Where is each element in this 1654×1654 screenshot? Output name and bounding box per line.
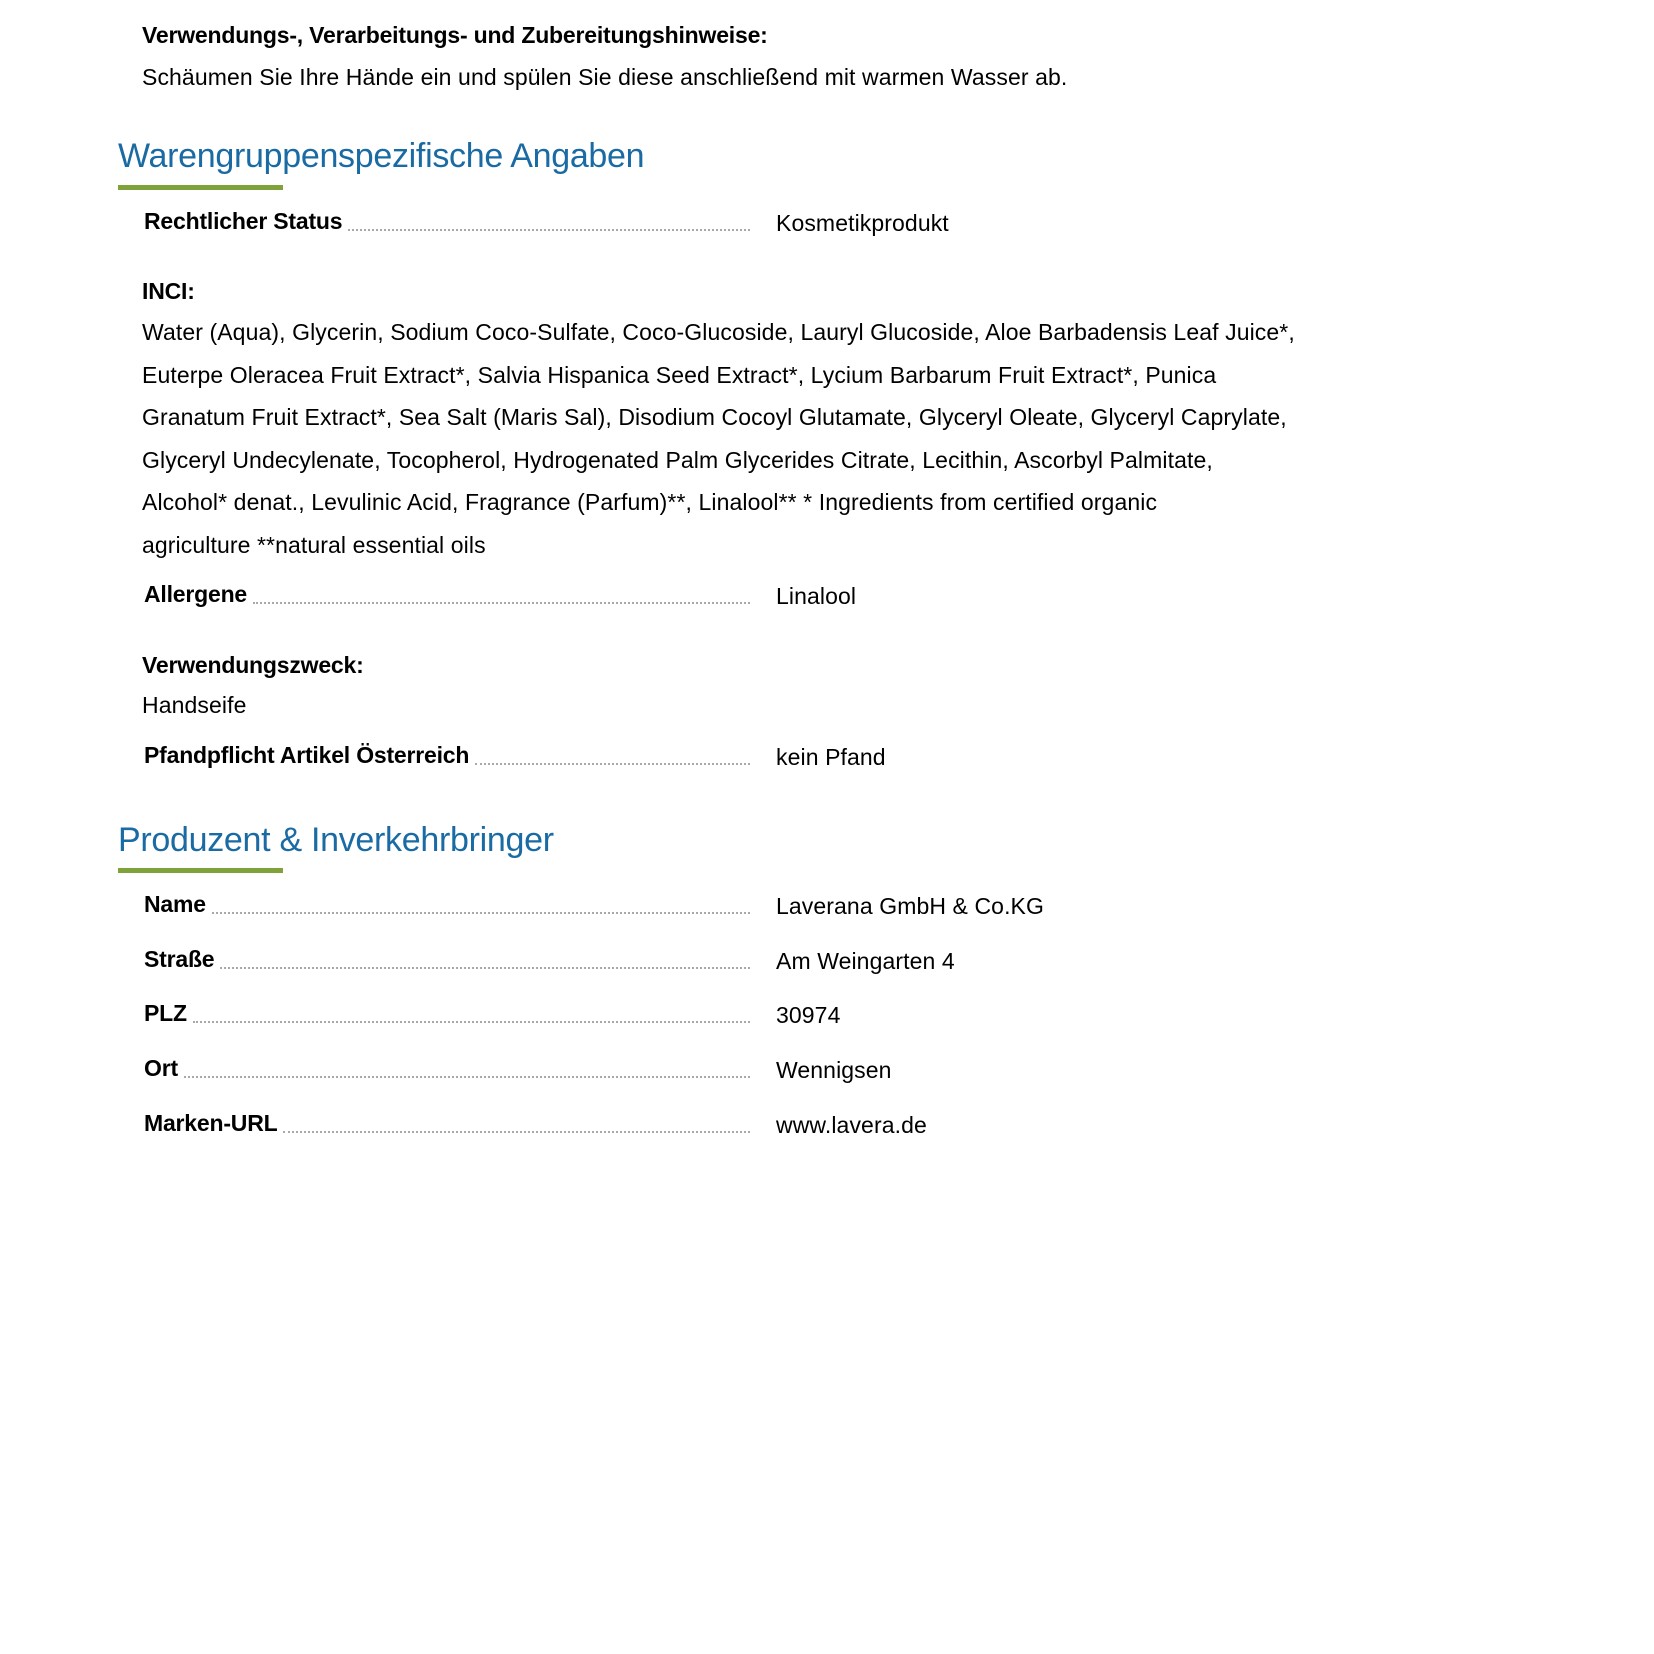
field-key-wrapper xyxy=(144,889,750,919)
dot-leader xyxy=(253,601,750,604)
inci-line: Euterpe Oleracea Fruit Extract*, Salvia Hispanica Seed Extract*, Lycium Barbarum Fruit Extract*, Punica xyxy=(142,361,1217,388)
field-key: PLZ xyxy=(144,1000,187,1026)
field-producer-city xyxy=(144,1053,1344,1089)
field-key-wrapper xyxy=(144,944,750,974)
inci-text xyxy=(142,311,1402,566)
field-value: Am Weingarten 4 xyxy=(776,948,955,974)
inci-label: INCI: xyxy=(142,278,195,304)
field-key: Ort xyxy=(144,1055,178,1081)
inci-line: agriculture **natural essential oils xyxy=(142,531,486,558)
field-value: Kosmetikprodukt xyxy=(776,210,949,236)
field-key: Pfandpflicht Artikel Österreich xyxy=(144,742,470,768)
field-deposit xyxy=(144,740,1344,776)
inci-line: Alcohol* denat., Levulinic Acid, Fragrance (Parfum)**, Linalool** * Ingredients from certified organic xyxy=(142,489,1158,515)
section-heading-producer: Produzent & Inverkehrbringer xyxy=(118,821,554,859)
section-heading-goods: Warengruppenspezifische Angaben xyxy=(118,137,645,175)
inci-line: Glyceryl Undecylenate, Tocopherol, Hydrogenated Palm Glycerides Citrate, Lecithin, Ascorbyl Palmitate, xyxy=(142,446,1213,473)
dot-leader xyxy=(220,966,750,969)
field-key-wrapper xyxy=(144,579,750,609)
inci-line: Water (Aqua), Glycerin, Sodium Coco-Sulfate, Coco-Glucoside, Lauryl Glucoside, Aloe Barbadensis Leaf Juice*, xyxy=(142,319,1295,345)
section-heading-rule xyxy=(118,185,283,190)
inci-line: Granatum Fruit Extract*, Sea Salt (Maris Sal), Disodium Cocoyl Glutamate, Glyceryl Oleate, Glyceryl Caprylate, xyxy=(142,404,1287,430)
field-value: Linalool xyxy=(776,583,857,609)
dot-leader xyxy=(193,1020,750,1023)
brand-url-value: www.lavera.de xyxy=(776,1112,927,1138)
dot-leader xyxy=(475,762,750,765)
field-producer-name xyxy=(144,889,1344,925)
purpose-text: Handseife xyxy=(142,692,247,718)
field-allergens xyxy=(144,579,1344,615)
usage-text: Schäumen Sie Ihre Hände ein und spülen Sie diese anschließend mit warmen Wasser ab. xyxy=(142,64,1068,90)
field-key: Rechtlicher Status xyxy=(144,208,343,234)
section-heading-rule xyxy=(118,868,283,873)
field-value: Laverana GmbH & Co.KG xyxy=(776,893,1044,919)
field-key: Name xyxy=(144,891,206,917)
field-key: Straße xyxy=(144,946,215,972)
field-key-wrapper xyxy=(144,998,750,1028)
field-key-wrapper xyxy=(144,1108,750,1138)
field-key: Allergene xyxy=(144,581,248,607)
field-value: Wennigsen xyxy=(776,1057,892,1083)
field-key-wrapper xyxy=(144,1053,750,1083)
dot-leader xyxy=(283,1130,750,1133)
field-key-wrapper xyxy=(144,740,750,770)
field-producer-zip xyxy=(144,998,1344,1034)
field-brand-url xyxy=(144,1108,1344,1144)
field-legal-status xyxy=(144,206,1344,242)
field-producer-street xyxy=(144,944,1344,980)
field-key-wrapper xyxy=(144,206,750,236)
dot-leader xyxy=(212,911,750,914)
field-value: 30974 xyxy=(776,1002,841,1028)
dot-leader xyxy=(348,228,750,231)
field-key: Marken-URL xyxy=(144,1110,278,1136)
usage-label: Verwendungs-, Verarbeitungs- und Zubereitungshinweise: xyxy=(142,22,768,48)
purpose-label: Verwendungszweck: xyxy=(142,652,364,678)
field-value: kein Pfand xyxy=(776,744,886,770)
dot-leader xyxy=(184,1075,750,1078)
